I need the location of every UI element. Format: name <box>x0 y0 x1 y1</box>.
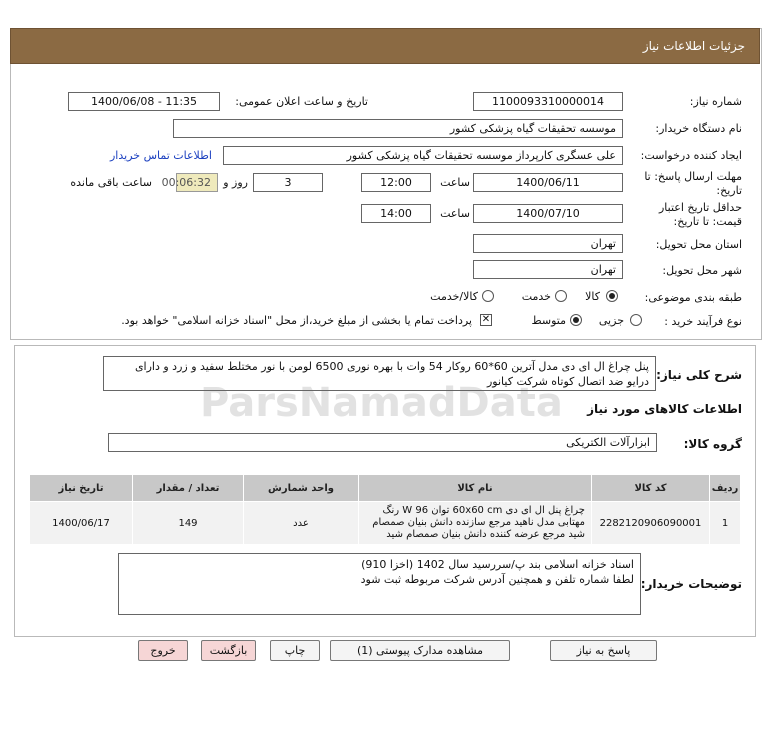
category-option-service: خدمت <box>521 290 551 303</box>
announce-label: تاریخ و ساعت اعلان عمومی: <box>235 95 368 108</box>
deadline-time-label: ساعت <box>440 176 470 189</box>
need-number-label: شماره نیاز: <box>689 95 742 108</box>
process-radio-minor[interactable] <box>630 314 642 326</box>
table-header-row <box>30 475 741 502</box>
notes-line-2: لطفا شماره تلفن و همچنین آدرس شرکت مربوطه ثبت شود <box>360 573 634 586</box>
process-option-medium: متوسط <box>531 314 566 327</box>
col-date: تاریخ نیاز <box>30 475 133 502</box>
contact-buyer-link[interactable]: اطلاعات تماس خریدار <box>110 149 212 162</box>
treasury-checkbox[interactable]: ✕ <box>481 314 491 325</box>
notes-label: توضیحات خریدار: <box>640 577 742 591</box>
need-number-field: 1100093310000014 <box>473 92 623 111</box>
back-button[interactable]: بازگشت <box>201 640 256 661</box>
category-option-goods: کالا <box>585 290 600 303</box>
process-label: نوع فرآیند خرید : <box>664 315 742 328</box>
deadline-time-field: 12:00 <box>361 173 431 192</box>
cell-date: 1400/06/17 <box>30 502 133 545</box>
summary-label: شرح کلی نیاز: <box>656 368 742 382</box>
col-name: نام کالا <box>359 475 592 502</box>
days-label: روز و <box>223 176 248 189</box>
process-option-minor: جزیی <box>598 314 624 327</box>
city-field: تهران <box>473 260 623 279</box>
validity-label: حداقل تاریخ اعتبار <box>658 201 742 214</box>
cell-row: 1 <box>710 502 741 545</box>
exit-button[interactable]: خروج <box>138 640 188 661</box>
col-row: ردیف <box>710 475 741 502</box>
col-qty: تعداد / مقدار <box>133 475 244 502</box>
attachments-button[interactable]: مشاهده مدارک پیوستی (1) <box>330 640 510 661</box>
category-radio-service[interactable] <box>555 290 567 302</box>
payment-note: پرداخت تمام یا بخشی از مبلغ خرید،از محل "اسناد خزانه اسلامی" خواهد بود. <box>121 314 472 327</box>
category-radio-both[interactable] <box>482 290 494 302</box>
page-title: جزئیات اطلاعات نیاز <box>642 39 745 53</box>
validity-time-label: ساعت <box>440 207 470 220</box>
remaining-label: ساعت باقی مانده <box>70 176 152 189</box>
validity-time-field: 14:00 <box>361 204 431 223</box>
header-bar <box>10 28 760 64</box>
validity-date-field: 1400/07/10 <box>473 204 623 223</box>
print-button[interactable]: چاپ <box>270 640 320 661</box>
col-code: کد کالا <box>592 475 710 502</box>
province-field: تهران <box>473 234 623 253</box>
creator-label: ایجاد کننده درخواست: <box>640 149 742 162</box>
city-label: شهر محل تحویل: <box>662 264 742 277</box>
cell-name: چراغ پنل ال ای دی 60x60 cm توان 96 W رنگ مهتابی مدل ناهید مرجع سازنده دانش بنیان صمصام شید مرجع عرضه کننده دانش بنیان صمصام شید <box>359 502 592 545</box>
cell-code: 2282120906090001 <box>592 502 710 545</box>
buyer-org-field: موسسه تحقیقات گیاه پزشکی کشور <box>173 119 623 138</box>
deadline-label-2: تاریخ: <box>716 184 742 197</box>
watermark: ParsNamadData <box>200 380 563 426</box>
announce-field: 1400/06/08 - 11:35 <box>68 92 220 111</box>
province-label: استان محل تحویل: <box>655 238 742 251</box>
table-row[interactable] <box>30 502 741 545</box>
deadline-label: مهلت ارسال پاسخ: تا <box>644 170 742 183</box>
items-table <box>29 474 741 545</box>
category-label: طبقه بندی موضوعی: <box>644 291 742 304</box>
days-field: 3 <box>253 173 323 192</box>
remaining-time-field: 00:06:32 <box>176 173 218 192</box>
notes-box <box>118 553 641 615</box>
deadline-date-field: 1400/06/11 <box>473 173 623 192</box>
cell-unit: عدد <box>244 502 359 545</box>
category-radio-goods[interactable] <box>606 290 618 302</box>
category-option-both: کالا/خدمت <box>430 290 478 303</box>
col-unit: واحد شمارش <box>244 475 359 502</box>
process-radio-medium[interactable] <box>570 314 582 326</box>
summary-text: پنل چراغ ال ای دی مدل آترین 60*60 روکار 54 وات با بهره نوری 6500 لومن با نور مختلط سفید و زرد و دارای درایو ضد اتصال کوتاه شرکت کیانور <box>103 356 656 391</box>
reply-button[interactable]: پاسخ به نیاز <box>550 640 657 661</box>
validity-label-2: قیمت: تا تاریخ: <box>673 215 742 228</box>
cell-qty: 149 <box>133 502 244 545</box>
goods-group-field: ابزارآلات الکتریکی <box>108 433 657 452</box>
creator-field: علی عسگری کارپرداز موسسه تحقیقات گیاه پزشکی کشور <box>223 146 623 165</box>
goods-section-title: اطلاعات کالاهای مورد نیاز <box>587 402 742 416</box>
notes-line-1: اسناد خزانه اسلامی بند پ/سررسید سال 1402 (اخزا 910) <box>361 558 634 571</box>
goods-group-label: گروه کالا: <box>683 437 742 451</box>
buyer-org-label: نام دستگاه خریدار: <box>655 122 742 135</box>
